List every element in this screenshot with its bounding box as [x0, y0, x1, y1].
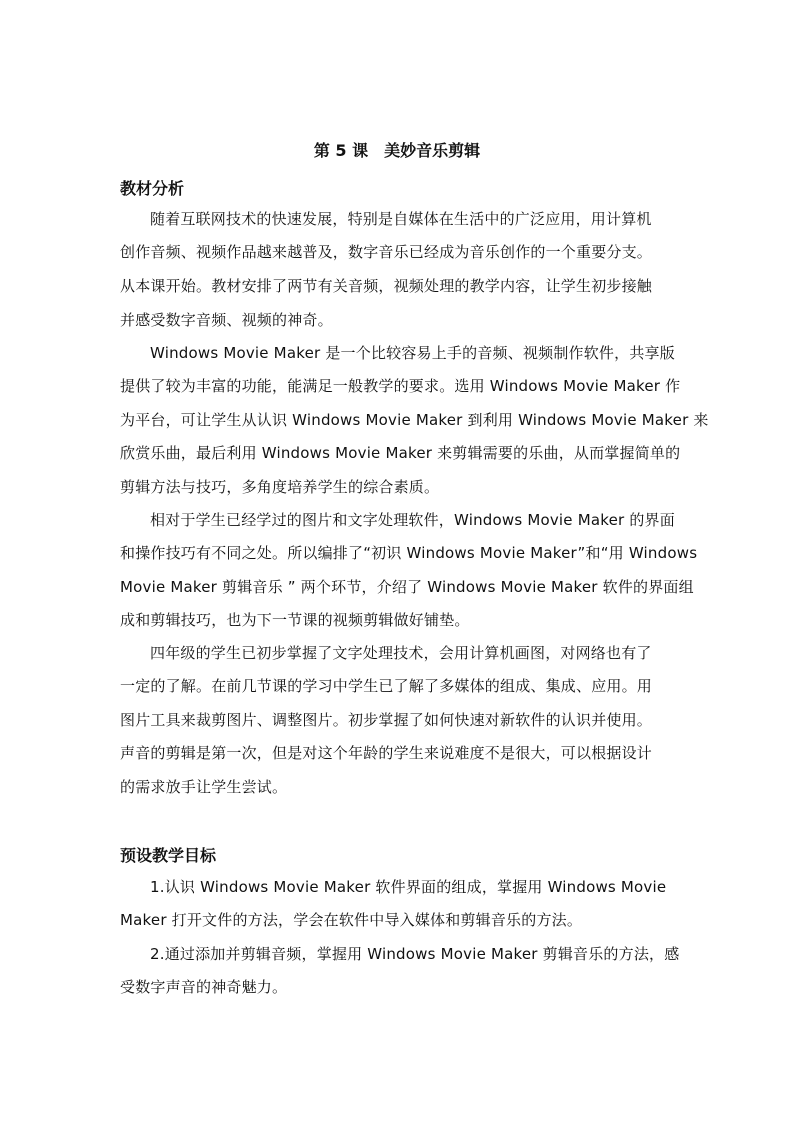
paragraph-line: 一定的了解。在前几节课的学习中学生已了解了多媒体的组成、集成、应用。用: [120, 677, 653, 695]
paragraph-line: 图片工具来裁剪图片、调整图片。初步掌握了如何快速对新软件的认识并使用。: [120, 711, 653, 729]
section-heading-analysis: 教材分析: [120, 179, 185, 198]
paragraph-line: 为平台，可让学生从认识 Windows Movie Maker 到利用 Windows Movie Maker 来: [120, 411, 709, 429]
paragraph-line: 成和剪辑技巧，也为下一节课的视频剪辑做好铺垫。: [120, 611, 470, 629]
paragraph-line: 四年级的学生已初步掌握了文字处理技术，会用计算机画图，对网络也有了: [150, 644, 652, 662]
goal-line: 受数字声音的神奇魅力。: [120, 978, 288, 996]
goal-line: 1.认识 Windows Movie Maker 软件界面的组成，掌握用 Windows Movie: [150, 878, 667, 896]
paragraph-line: 提供了较为丰富的功能，能满足一般教学的要求。选用 Windows Movie Maker 作: [120, 377, 681, 395]
goal-line: 2.通过添加并剪辑音频，掌握用 Windows Movie Maker 剪辑音乐的方法，感: [150, 945, 680, 963]
paragraph-line: 相对于学生已经学过的图片和文字处理软件，Windows Movie Maker 的界面: [150, 511, 675, 529]
goal-line: Maker 打开文件的方法，学会在软件中导入媒体和剪辑音乐的方法。: [120, 911, 583, 929]
paragraph-line: 剪辑方法与技巧，多角度培养学生的综合素质。: [120, 478, 440, 496]
paragraph-line: 随着互联网技术的快速发展，特别是自媒体在生活中的广泛应用，用计算机: [150, 210, 652, 228]
paragraph-line: 欣赏乐曲，最后利用 Windows Movie Maker 来剪辑需要的乐曲，从而掌握简单的: [120, 444, 681, 462]
paragraph-line: 声音的剪辑是第一次，但是对这个年龄的学生来说难度不是很大，可以根据设计: [120, 744, 653, 762]
paragraph-line: 的需求放手让学生尝试。: [120, 778, 288, 796]
section-heading-goals: 预设教学目标: [120, 846, 217, 865]
paragraph-line: Windows Movie Maker 是一个比较容易上手的音频、视频制作软件，共享版: [150, 344, 675, 362]
paragraph-line: 并感受数字音频、视频的神奇。: [120, 311, 333, 329]
paragraph-line: 从本课开始。教材安排了两节有关音频，视频处理的教学内容，让学生初步接触: [120, 277, 653, 295]
paragraph-line: Movie Maker 剪辑音乐 ” 两个环节，介绍了 Windows Movie Maker 软件的界面组: [120, 578, 694, 596]
lesson-title: 第 5 课 美妙音乐剪辑: [313, 141, 481, 160]
paragraph-line: 创作音频、视频作品越来越普及，数字音乐已经成为音乐创作的一个重要分支。: [120, 243, 653, 261]
paragraph-line: 和操作技巧有不同之处。所以编排了“初识 Windows Movie Maker”和“用 Windows: [120, 544, 698, 562]
